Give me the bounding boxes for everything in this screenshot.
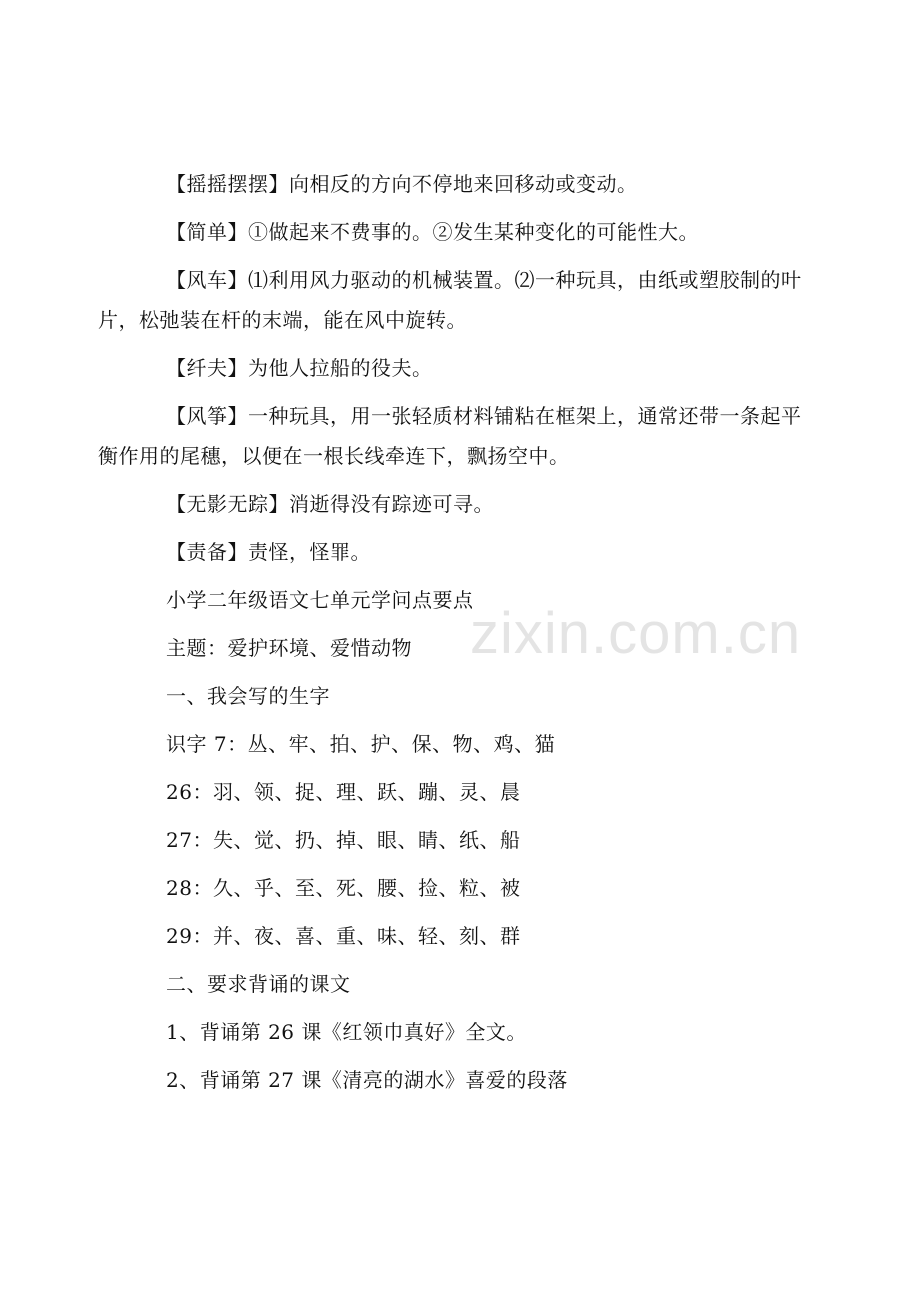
- section-heading: 一、我会写的生字: [166, 684, 330, 708]
- entry-term: 【摇摇摆摆】: [166, 172, 289, 196]
- entry-term: 【责备】: [166, 540, 248, 564]
- entry-term: 【无影无踪】: [166, 492, 289, 516]
- definition-entry: [98, 396, 806, 476]
- definition-entry: [166, 532, 806, 572]
- entry-definition: 消逝得没有踪迹可寻。: [289, 492, 494, 516]
- entry-term: 【纤夫】: [166, 356, 248, 380]
- entry-definition: 责怪，怪罪。: [248, 540, 371, 564]
- watermark: zixin.com.cn: [470, 601, 802, 666]
- recitation-item: 2、背诵第 27 课《清亮的湖水》喜爱的段落: [166, 1068, 568, 1092]
- entry-definition: ①做起来不费事的。②发生某种变化的可能性大。: [248, 220, 699, 244]
- document-body: [98, 164, 806, 1108]
- definition-entry: [166, 164, 806, 204]
- character-list-line: 识字 7：丛、牢、拍、护、保、物、鸡、猫: [166, 732, 556, 756]
- character-list-line: 28：久、乎、至、死、腰、捡、粒、被: [166, 876, 521, 900]
- entry-definition: ⑴利用风力驱动的机械装置。⑵一种玩具，由纸或塑胶制的叶片，松弛装在杆的末端，能在风中旋转。: [98, 268, 802, 332]
- entry-term: 【简单】: [166, 220, 248, 244]
- theme-line: 主题：爱护环境、爱惜动物: [166, 636, 412, 660]
- character-list-line: 26：羽、领、捉、理、跃、蹦、灵、晨: [166, 780, 521, 804]
- definition-entry: [98, 260, 806, 340]
- definition-entry: [166, 212, 806, 252]
- entry-term: 【风车】: [166, 268, 248, 292]
- character-list-line: 27：失、觉、扔、掉、眼、睛、纸、船: [166, 828, 521, 852]
- entry-term: 【风筝】: [166, 404, 248, 428]
- entry-definition: 向相反的方向不停地来回移动或变动。: [289, 172, 638, 196]
- character-list-line: 29：并、夜、喜、重、味、轻、刻、群: [166, 924, 521, 948]
- entry-definition: 一种玩具，用一张轻质材料铺粘在框架上，通常还带一条起平衡作用的尾穗，以便在一根长线牵连下，飘扬空中。: [98, 404, 802, 468]
- definition-entry: [166, 348, 806, 388]
- entry-definition: 为他人拉船的役夫。: [248, 356, 433, 380]
- section-heading: 二、要求背诵的课文: [166, 972, 351, 996]
- section-title: 小学二年级语文七单元学问点要点: [166, 588, 474, 612]
- definition-entry: [166, 484, 806, 524]
- recitation-item: 1、背诵第 26 课《红领巾真好》全文。: [166, 1020, 527, 1044]
